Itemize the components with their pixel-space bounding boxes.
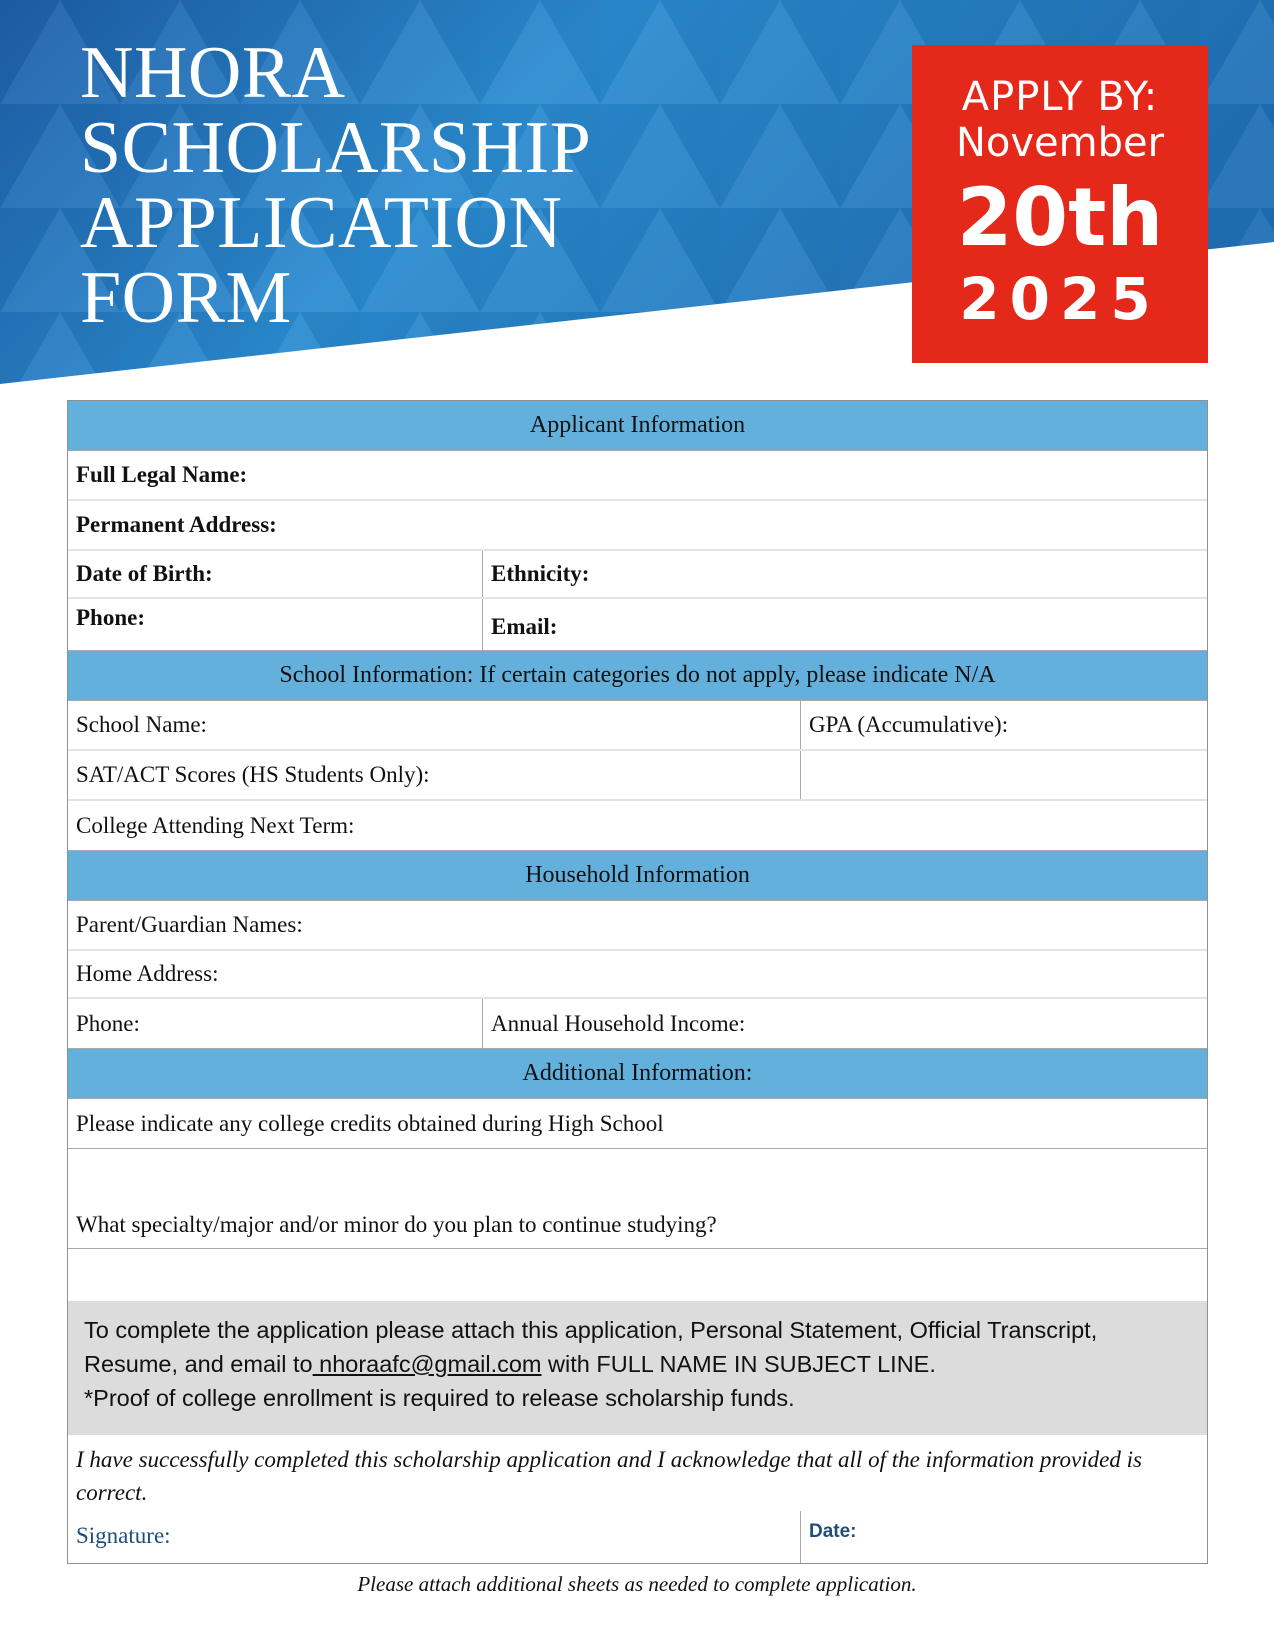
row-phone-email [68, 599, 1207, 651]
home-address-label: Home Address: [76, 961, 219, 986]
deadline-day: 20th [956, 171, 1164, 264]
applicant-email-field[interactable] [482, 599, 1207, 650]
row-major-answer[interactable] [68, 1249, 1207, 1301]
sat-act-field[interactable] [68, 751, 800, 799]
section-additional-information: Additional Information: [68, 1049, 1207, 1099]
gpa-label: GPA (Accumulative): [809, 712, 1009, 737]
apply-by-label: APPLY BY: [961, 74, 1159, 120]
signature-label: Signature: [76, 1523, 171, 1548]
school-name-label: School Name: [76, 712, 207, 737]
application-form [67, 400, 1208, 1564]
section-school-information: School Information: If certain categories do not apply, please indicate N/A [68, 651, 1207, 701]
title-line-3: APPLICATION [80, 182, 563, 264]
major-prompt: What specialty/major and/or minor do you plan to continue studying? [76, 1212, 717, 1237]
signature-date-divider [800, 1511, 801, 1563]
instructions-line-1: To complete the application please attach this application, Personal Statement, Official Transcript, [84, 1317, 1098, 1343]
instructions-line-2-start: Resume, and email to [84, 1351, 313, 1377]
title-line-4: FORM [80, 257, 292, 339]
school-name-field[interactable] [68, 701, 800, 749]
row-major-prompt[interactable] [68, 1149, 1207, 1249]
ethnicity-label: Ethnicity: [491, 561, 590, 586]
sat-act-value-field[interactable] [800, 751, 1207, 799]
household-income-label: Annual Household Income: [491, 1010, 746, 1036]
row-household-phone-income [68, 999, 1207, 1049]
form-title [80, 32, 592, 339]
date-label: Date: [809, 1521, 857, 1542]
row-college-next-term[interactable] [68, 801, 1207, 851]
footer-note: Please attach additional sheets as needed to complete application. [357, 1572, 917, 1596]
household-income-field[interactable] [482, 999, 1207, 1048]
row-dob-ethnicity [68, 551, 1207, 599]
household-phone-label: Phone: [76, 1010, 140, 1036]
deadline-month: November [955, 120, 1165, 166]
deadline-year: 2025 [959, 265, 1161, 333]
permanent-address-label: Permanent Address: [76, 512, 277, 537]
section-applicant-information: Applicant Information [68, 401, 1207, 451]
header-banner [0, 0, 1274, 400]
date-of-birth-label: Date of Birth: [76, 561, 213, 586]
applicant-phone-label: Phone: [76, 605, 145, 630]
college-next-term-label: College Attending Next Term: [76, 812, 355, 838]
row-full-legal-name[interactable] [68, 451, 1207, 501]
submission-instructions [68, 1301, 1207, 1435]
parent-guardian-label: Parent/Guardian Names: [76, 912, 303, 937]
contact-email-link[interactable]: nhoraafc@gmail.com [312, 1351, 542, 1377]
household-phone-field[interactable] [68, 999, 482, 1048]
instructions-line-2 [84, 1347, 1193, 1381]
acknowledgement-text: I have successfully completed this scholarship application and I acknowledge that all of the information provided is correct. [76, 1447, 1142, 1505]
instructions-line-3: *Proof of college enrollment is required to release scholarship funds. [84, 1385, 795, 1411]
row-permanent-address[interactable] [68, 501, 1207, 551]
gpa-field[interactable] [800, 701, 1207, 749]
date-of-birth-field[interactable] [68, 551, 482, 597]
row-college-credits-prompt [68, 1099, 1207, 1149]
sat-act-label: SAT/ACT Scores (HS Students Only): [76, 762, 430, 787]
deadline-box [912, 45, 1208, 363]
instructions-line-2-end: with FULL NAME IN SUBJECT LINE. [541, 1351, 936, 1377]
applicant-email-label: Email: [491, 614, 558, 639]
college-credits-prompt: Please indicate any college credits obtained during High School [76, 1110, 664, 1136]
title-line-2: SCHOLARSHIP [80, 107, 592, 189]
title-line-1: NHORA [80, 32, 346, 114]
row-school-gpa [68, 701, 1207, 751]
full-legal-name-label: Full Legal Name: [76, 462, 248, 487]
ethnicity-field[interactable] [482, 551, 1207, 597]
section-household-information: Household Information [68, 851, 1207, 901]
row-sat-act [68, 751, 1207, 801]
applicant-phone-field[interactable] [68, 599, 482, 650]
row-parent-guardian[interactable] [68, 901, 1207, 951]
row-home-address[interactable] [68, 951, 1207, 999]
